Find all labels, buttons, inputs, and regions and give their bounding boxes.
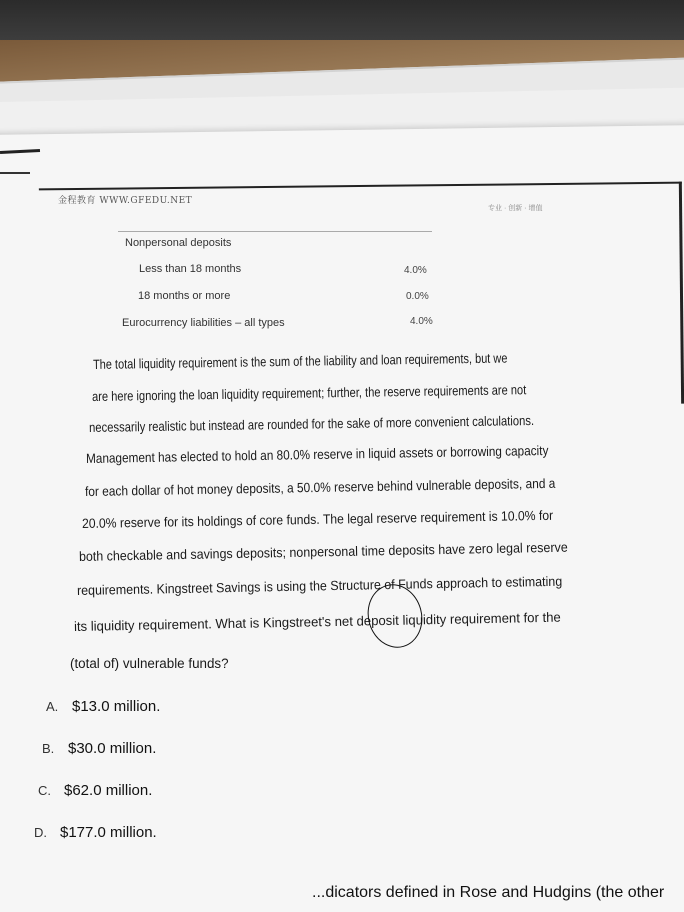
option-text: $30.0 million. xyxy=(68,740,157,757)
paragraph-line: its liquidity requirement. What is Kingstreet's net deposit liquidity requirement for the xyxy=(73,609,561,634)
option-c[interactable] xyxy=(38,782,152,799)
option-text: $13.0 million. xyxy=(72,698,161,715)
paragraph-line: (total of) vulnerable funds? xyxy=(70,656,229,671)
table-row-label: 18 months or more xyxy=(138,290,231,302)
next-question-fragment: ...dicators defined in Rose and Hudgins (the other xyxy=(312,884,665,901)
option-letter: C. xyxy=(38,783,51,798)
header-slogan: 专业 · 创新 · 增值 xyxy=(488,205,543,212)
option-b[interactable] xyxy=(42,740,156,757)
header-divider xyxy=(118,231,432,232)
paragraph-line: both checkable and savings deposits; nonpersonal time deposits have zero legal reserve xyxy=(78,539,568,564)
table-row-value: 4.0% xyxy=(410,316,433,327)
table-row-value: 0.0% xyxy=(406,291,429,302)
option-a[interactable] xyxy=(46,698,160,715)
paragraph-line: 20.0% reserve for its holdings of core funds. The legal reserve requirement is 10.0% for xyxy=(81,507,554,531)
option-letter: D. xyxy=(34,825,47,840)
table-row-label: Nonpersonal deposits xyxy=(125,237,232,249)
paragraph-line: are here ignoring the loan liquidity requirement; further, the reserve requirements are not xyxy=(91,382,527,404)
option-text: $62.0 million. xyxy=(64,782,153,799)
paragraph-line: necessarily realistic but instead are rounded for the sake of more convenient calculations. xyxy=(88,413,535,435)
paragraph-line: The total liquidity requirement is the sum of the liability and loan requirements, but we xyxy=(92,350,508,372)
paragraph-line: for each dollar of hot money deposits, a 50.0% reserve behind vulnerable deposits, and a xyxy=(84,475,556,499)
option-letter: A. xyxy=(46,699,59,714)
table-row-label: Less than 18 months xyxy=(139,263,242,275)
option-d[interactable] xyxy=(34,824,157,841)
option-text: $177.0 million. xyxy=(60,824,157,841)
table-row-label: Eurocurrency liabilities – all types xyxy=(122,317,285,329)
page-border xyxy=(39,182,684,411)
header-website: 金程教育 WWW.GFEDU.NET xyxy=(58,196,193,206)
page-frame-line xyxy=(0,172,30,174)
paragraph-line: Management has elected to hold an 80.0% reserve in liquid assets or borrowing capacity xyxy=(85,442,549,466)
paragraph-line: requirements. Kingstreet Savings is using the Structure of Funds approach to estimating xyxy=(76,573,563,598)
option-letter: B. xyxy=(42,741,55,756)
table-row-value: 4.0% xyxy=(404,265,427,276)
